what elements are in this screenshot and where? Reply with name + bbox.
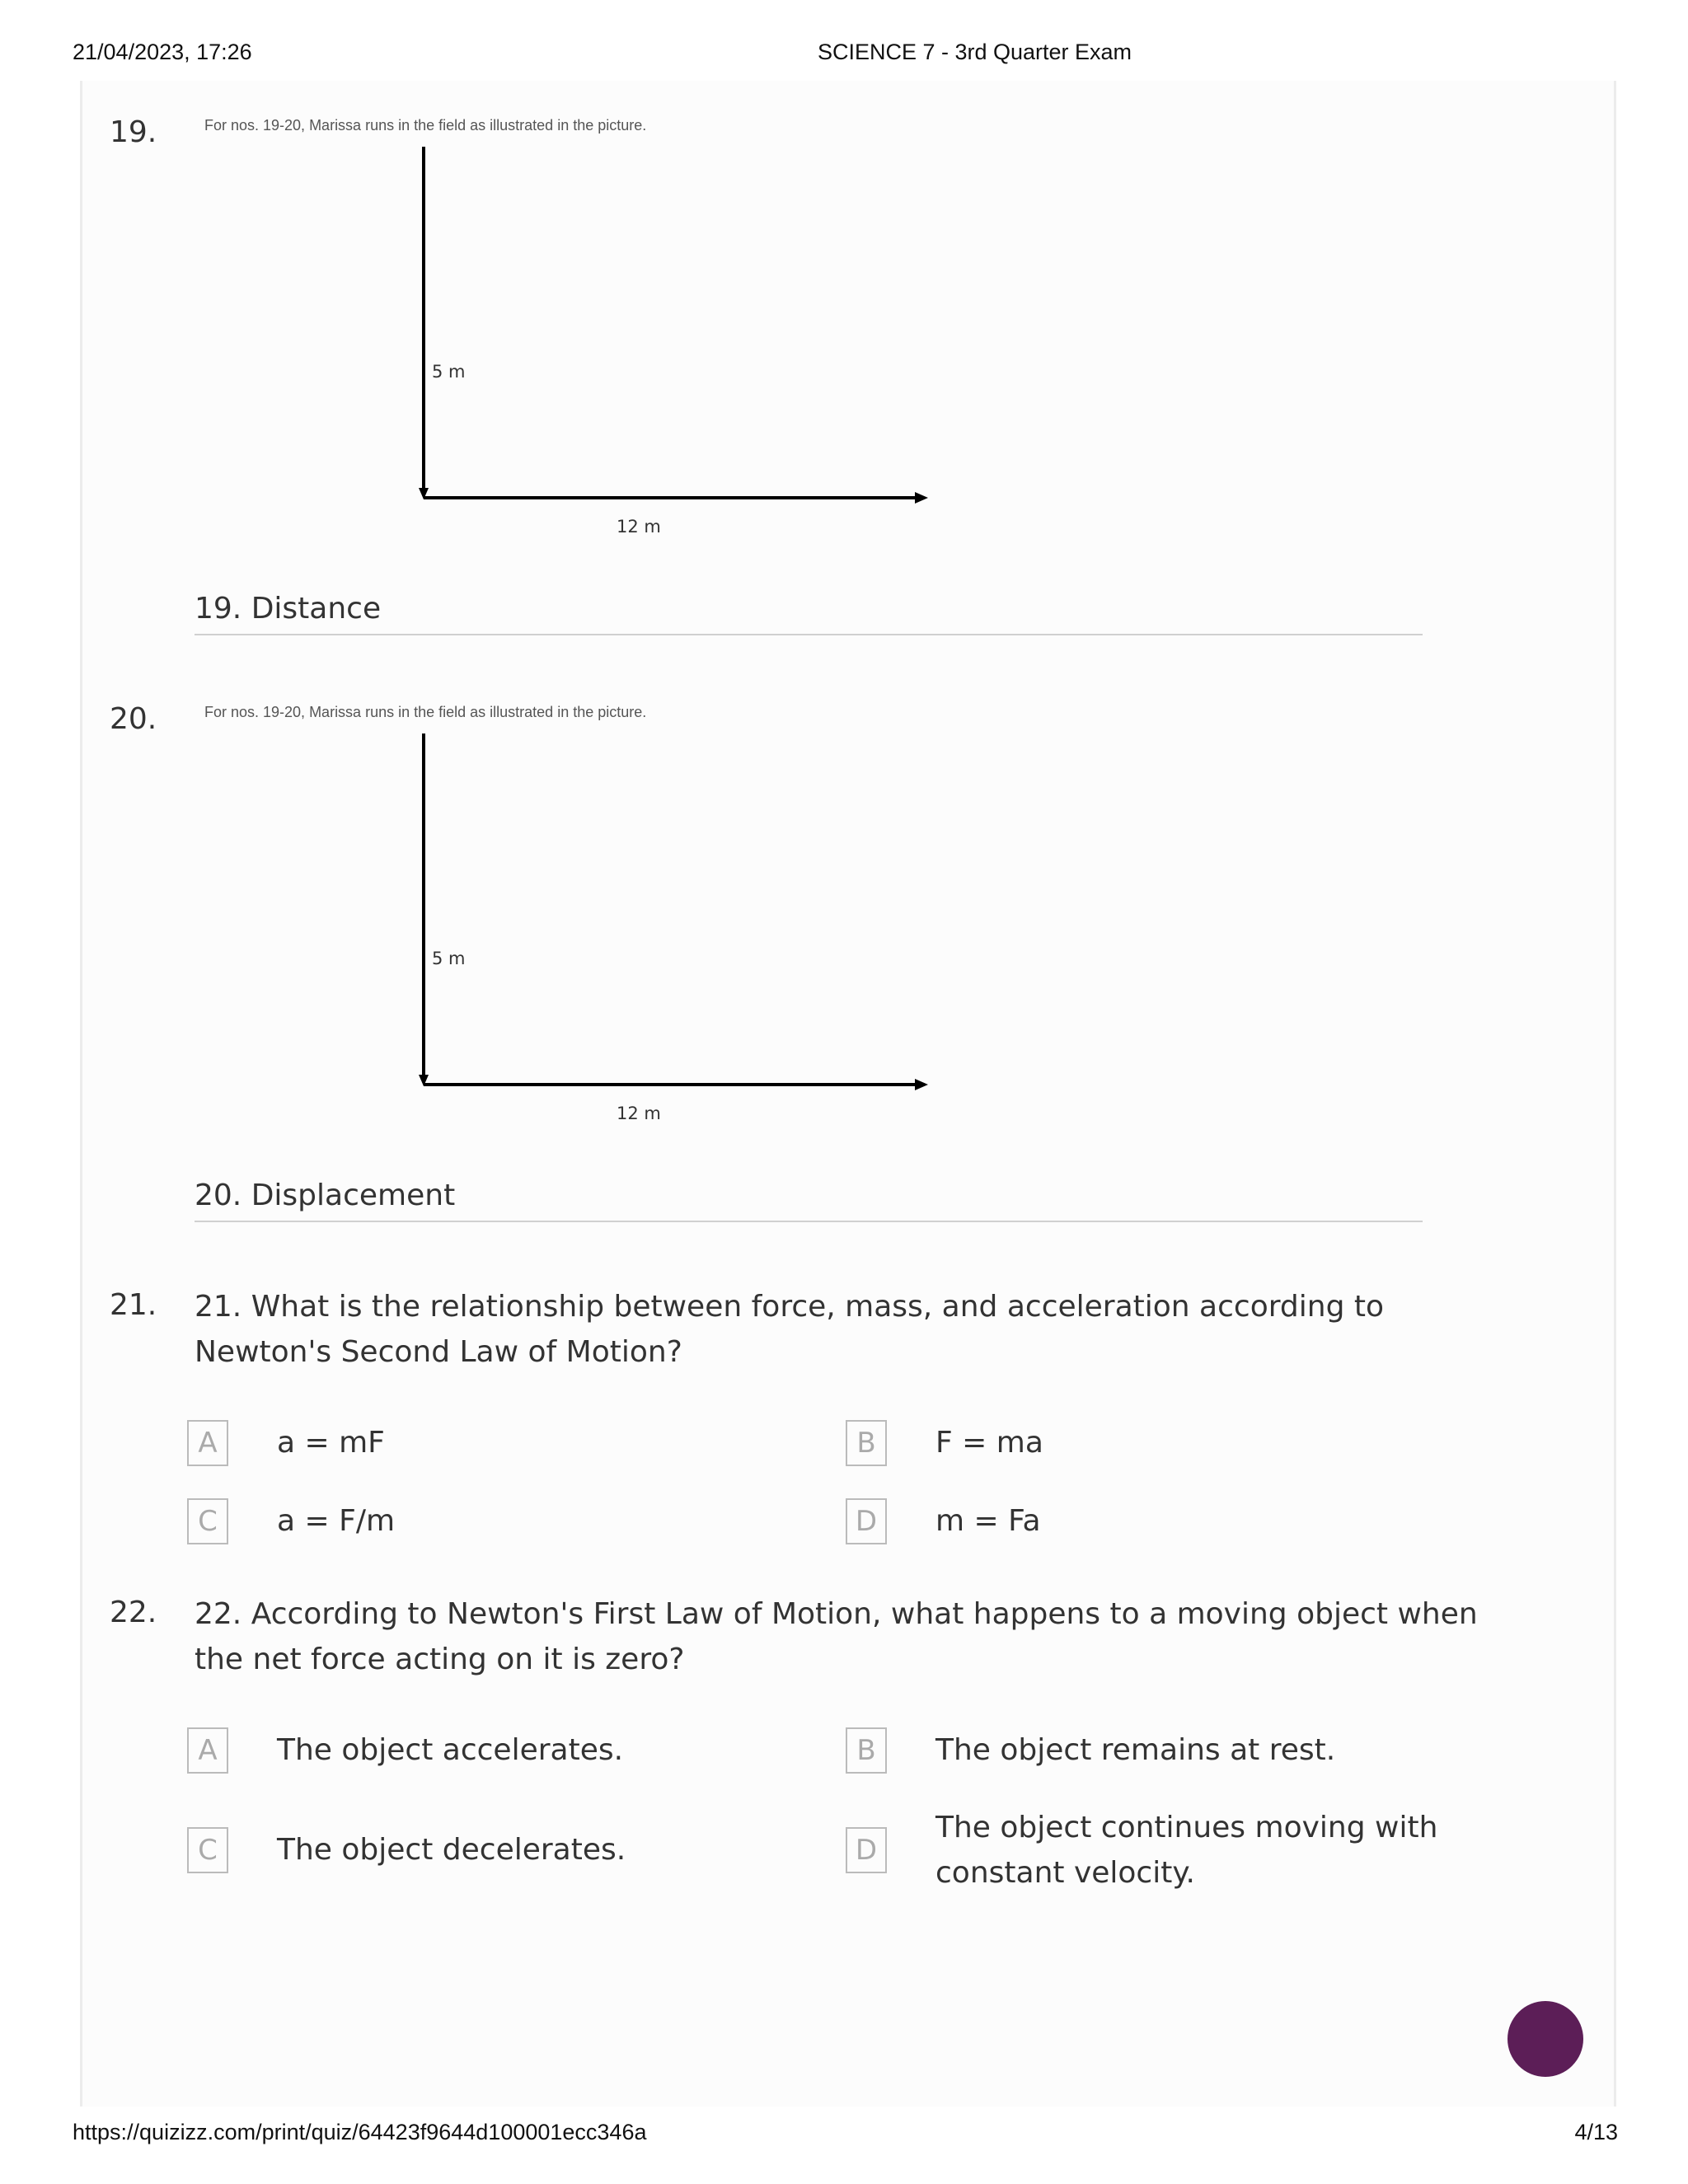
option-d-box[interactable]: D	[846, 1827, 887, 1873]
option-a-text: The object accelerates.	[277, 1733, 624, 1767]
question-figure	[195, 117, 969, 579]
horizontal-arrowhead	[915, 492, 928, 504]
question-number: 22.	[110, 1596, 157, 1629]
option-b-box[interactable]: B	[846, 1420, 887, 1466]
figure-caption: For nos. 19-20, Marissa runs in the field as illustrated in the picture.	[204, 117, 647, 134]
page-number: 4/13	[1574, 2120, 1618, 2144]
option-b-box[interactable]: B	[846, 1727, 887, 1774]
path-diagram	[195, 729, 969, 1141]
option-b-text: F = ma	[935, 1426, 1043, 1460]
horizontal-distance-label: 12 m	[617, 517, 661, 537]
path-diagram	[195, 142, 969, 554]
figure-caption: For nos. 19-20, Marissa runs in the field as illustrated in the picture.	[204, 704, 647, 720]
question-number: 21.	[110, 1288, 157, 1322]
option-c-box[interactable]: C	[187, 1498, 228, 1544]
question-number: 19.	[110, 115, 157, 149]
question-text: 21. What is the relationship between force, mass, and acceleration according to Newton's Second Law of Motion?	[195, 1290, 1385, 1369]
option-c-text: The object decelerates.	[277, 1833, 626, 1867]
option-a-box[interactable]: A	[187, 1420, 228, 1466]
question-number: 20.	[110, 702, 157, 736]
option-d-box[interactable]: D	[846, 1498, 887, 1544]
floating-action-button[interactable]	[1507, 2001, 1583, 2077]
option-d-text: m = Fa	[935, 1504, 1041, 1538]
option-a-text: a = mF	[277, 1426, 385, 1460]
answer-text: 20. Displacement	[195, 1179, 1423, 1222]
question-text: 22. According to Newton's First Law of Motion, what happens to a moving object when the net force acting on it is zero?	[195, 1597, 1478, 1676]
option-c-text: a = F/m	[277, 1504, 396, 1538]
horizontal-arrowhead	[915, 1079, 928, 1090]
document-title: SCIENCE 7 - 3rd Quarter Exam	[817, 40, 1132, 64]
question-figure	[195, 704, 969, 1165]
option-d-text: The object continues moving with constant velocity.	[935, 1811, 1438, 1890]
option-a-box[interactable]: A	[187, 1727, 228, 1774]
answer-text: 19. Distance	[195, 592, 1423, 635]
page-url: https://quizizz.com/print/quiz/64423f9644d100001ecc346a	[73, 2120, 647, 2144]
vertical-distance-label: 5 m	[432, 949, 466, 968]
option-c-box[interactable]: C	[187, 1827, 228, 1873]
vertical-distance-label: 5 m	[432, 362, 466, 382]
option-b-text: The object remains at rest.	[935, 1733, 1336, 1767]
print-datetime: 21/04/2023, 17:26	[73, 40, 252, 64]
horizontal-distance-label: 12 m	[617, 1104, 661, 1123]
